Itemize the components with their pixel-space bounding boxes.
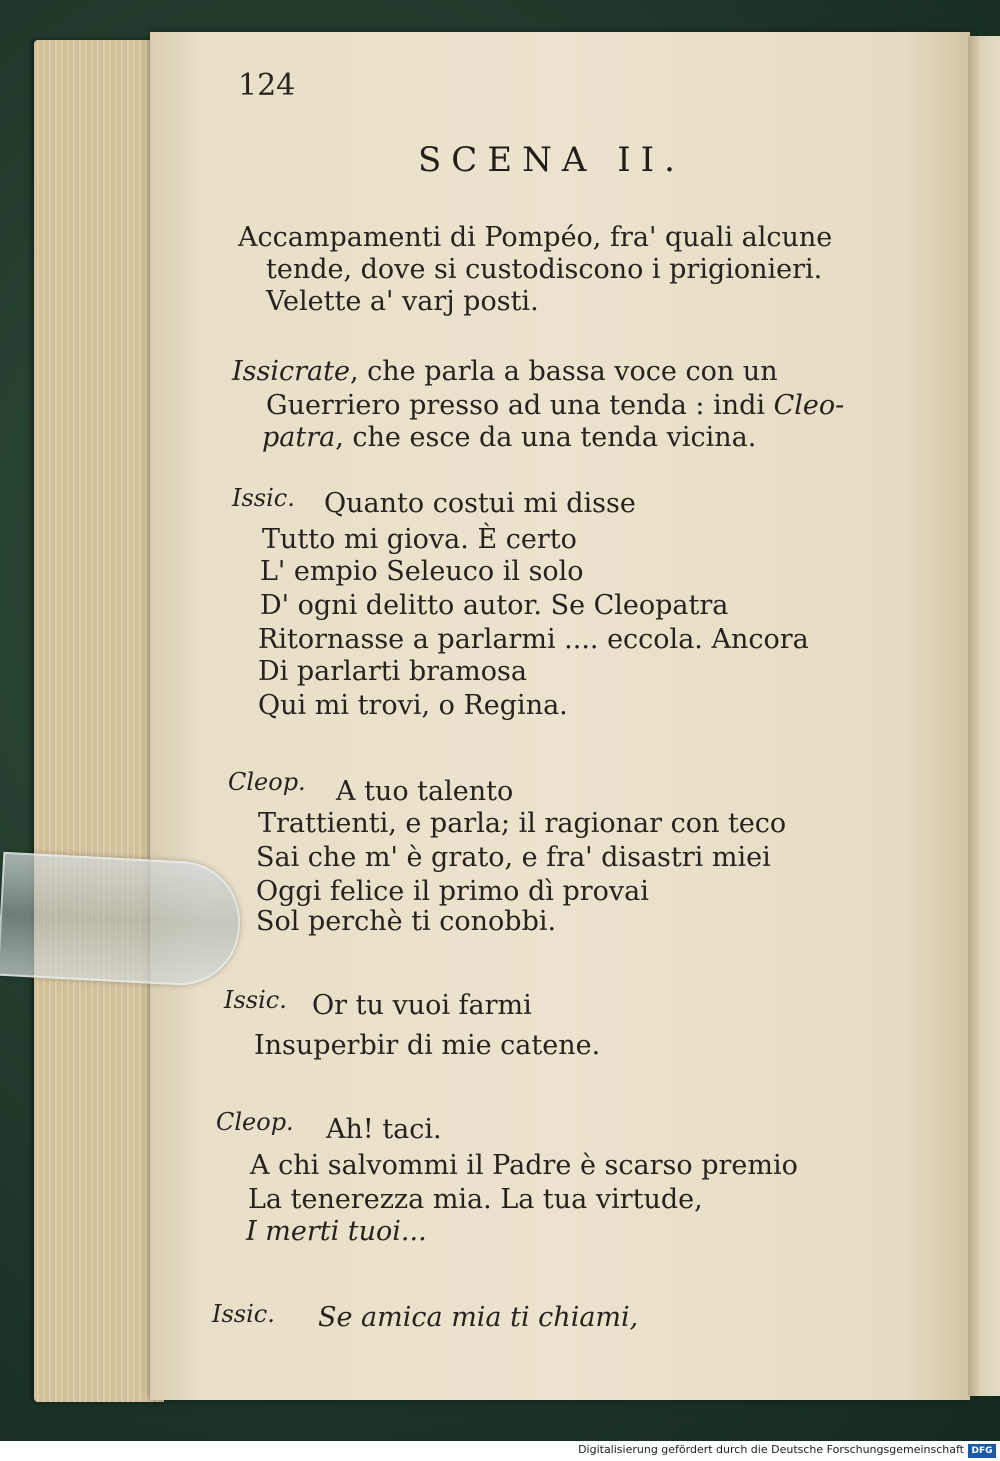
- footer-text: Digitalisierung gefördert durch die Deutsche Forschungsgemeinschaft: [578, 1443, 964, 1456]
- verse-line: Sai che m' è grato, e fra' disastri miei: [256, 842, 771, 873]
- verse-line: Or tu vuoi farmi: [312, 990, 532, 1021]
- verse-line: Ah! taci.: [326, 1114, 442, 1145]
- verse-line: Qui mi trovi, o Regina.: [258, 690, 568, 721]
- verse-line: Se amica mia ti chiami,: [318, 1302, 639, 1333]
- speaker-label: Issic.: [224, 986, 287, 1014]
- direction-text: , che parla a bassa voce con un: [349, 356, 778, 387]
- verse-text: La tenerezza mia. La tua virtude,: [248, 1184, 703, 1215]
- page-number: 124: [238, 68, 296, 103]
- footer-bar: [0, 1441, 1000, 1461]
- stage-direction-line: [232, 356, 778, 387]
- stage-direction-line: [262, 422, 756, 453]
- verse-line: Trattienti, e parla; il ragionar con teco: [258, 808, 787, 839]
- facing-page-edge: [968, 36, 1000, 1396]
- stage-direction-line: Accampamenti di Pompéo, fra' quali alcune: [238, 222, 833, 253]
- verse-line: [248, 1184, 703, 1215]
- verse-line: Ritornasse a parlarmi .... eccola. Ancora: [258, 624, 809, 655]
- page-holder-strip: [0, 852, 243, 988]
- verse-line: A chi salvommi il Padre è scarso premio: [250, 1150, 798, 1181]
- direction-text: , che esce da una tenda vicina.: [335, 422, 757, 453]
- verse-line: Quanto costui mi disse: [324, 488, 636, 519]
- character-name: Cleo-: [773, 390, 845, 421]
- character-name: Issicrate: [232, 356, 350, 387]
- speaker-label: Cleop.: [228, 768, 306, 796]
- speaker-label: Issic.: [232, 484, 295, 512]
- direction-text: Guerriero presso ad una tenda : indi: [266, 390, 774, 421]
- character-name: patra: [262, 422, 336, 453]
- stage-direction-line: [266, 390, 844, 421]
- verse-line: Oggi felice il primo dì provai: [256, 876, 649, 907]
- verse-line: D' ogni delitto autor. Se Cleopatra: [260, 590, 729, 621]
- verse-line: Di parlarti bramosa: [258, 656, 527, 687]
- verse-line: A tuo talento: [336, 776, 514, 807]
- dfg-logo: DFG: [968, 1444, 996, 1458]
- scene-title: SCENA II.: [418, 140, 685, 180]
- verse-line: Sol perchè ti conobbi.: [256, 906, 557, 937]
- verse-line: I merti tuoi...: [246, 1216, 427, 1247]
- stage-direction-line: tende, dove si custodiscono i prigionieri.: [266, 254, 823, 285]
- page-edges: [34, 40, 164, 1402]
- verse-line: Insuperbir di mie catene.: [254, 1030, 601, 1061]
- speaker-label: Issic.: [212, 1300, 275, 1328]
- verse-line: L' empio Seleuco il solo: [260, 556, 584, 587]
- stage-direction-line: Velette a' varj posti.: [266, 286, 539, 317]
- verse-line: Tutto mi giova. È certo: [262, 524, 577, 555]
- speaker-label: Cleop.: [216, 1108, 294, 1136]
